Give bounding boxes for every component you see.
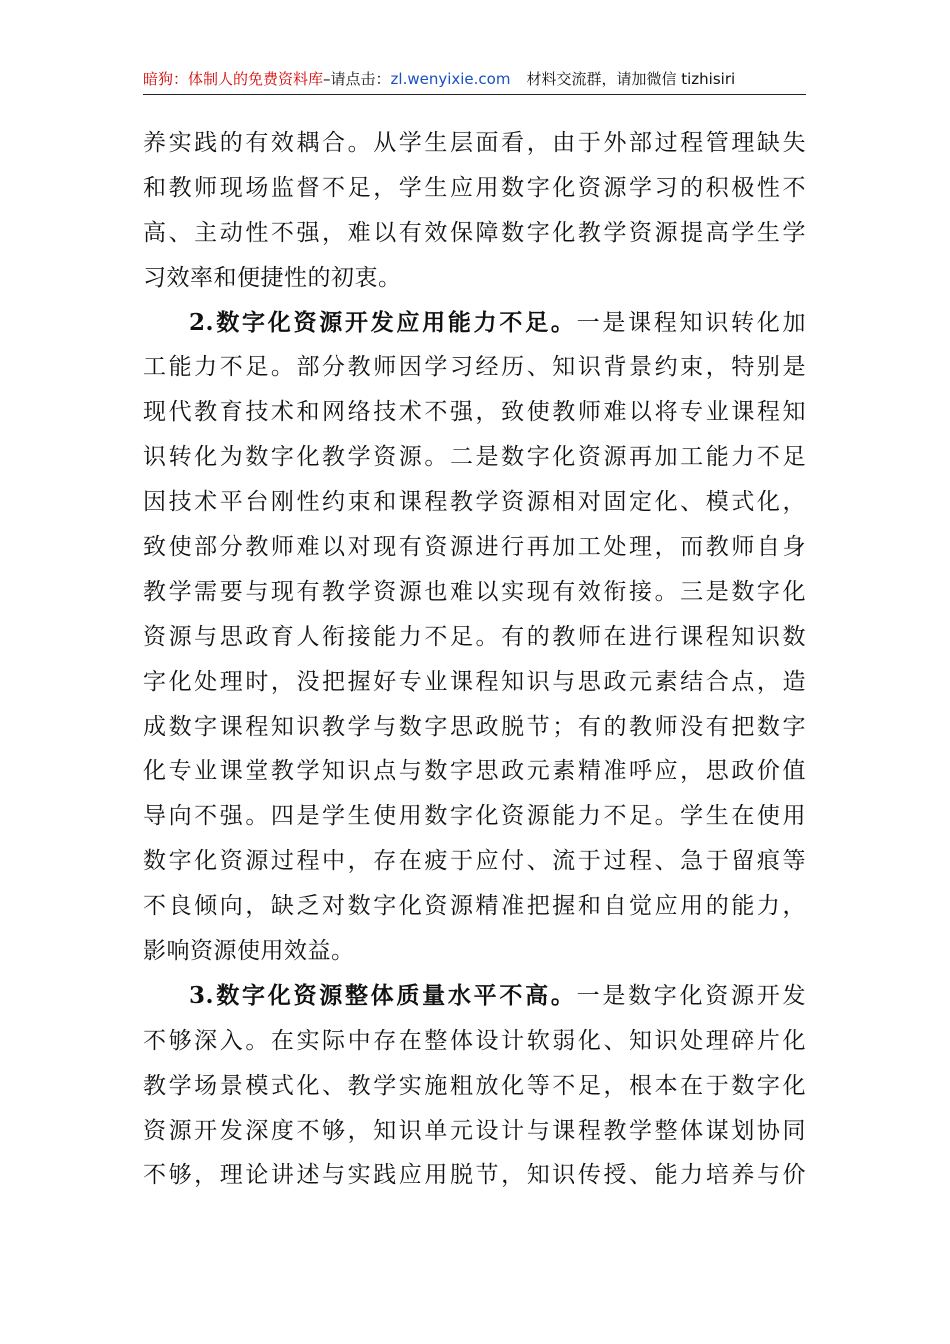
line-text: 识转化为数字化教学资源。二是数字化资源再加工能力不足 — [143, 444, 806, 471]
header-contact: 材料交流群，请加微信 tizhisiri — [526, 70, 736, 88]
text-line — [143, 794, 806, 839]
text-line — [143, 256, 806, 301]
line-text: 致使部分教师难以对现有资源进行再加工处理，而教师自身 — [143, 534, 806, 561]
header-brand-link[interactable]: 暗狗：体制人的免费资料库 — [143, 70, 324, 88]
text-line — [143, 480, 806, 525]
header-site-link[interactable]: zl.wenyixie.com — [390, 70, 511, 88]
document-body — [143, 121, 806, 1198]
line-text: 化专业课堂教学知识点与数字思政元素精准呼应，思政价值 — [143, 758, 806, 785]
line-text: 现代教育技术和网络技术不强，致使教师难以将专业课程知 — [143, 399, 806, 426]
line-text: 和教师现场监督不足，学生应用数字化资源学习的积极性不 — [143, 174, 806, 201]
line-text: 工能力不足。部分教师因学习经历、知识背景约束，特别是 — [143, 354, 806, 381]
line-text: 养实践的有效耦合。从学生层面看，由于外部过程管理缺失 — [143, 130, 806, 156]
text-line — [143, 345, 806, 390]
text-line — [143, 166, 806, 211]
text-line — [143, 884, 806, 929]
text-line — [143, 435, 806, 480]
text-line — [143, 1153, 806, 1198]
text-line — [143, 929, 806, 974]
text-line — [143, 121, 806, 166]
line-text: 因技术平台刚性约束和课程教学资源相对固定化、模式化， — [143, 489, 806, 516]
line-text: 成数字课程知识教学与数字思政脱节；有的教师没有把数字 — [143, 713, 806, 740]
line-text: 不良倾向，缺乏对数字化资源精准把握和自觉应用的能力， — [143, 893, 806, 920]
line-text: 导向不强。四是学生使用数字化资源能力不足。学生在使用 — [143, 803, 806, 830]
line-text: 习效率和便捷性的初衷。 — [143, 264, 402, 291]
page-header — [143, 68, 806, 95]
line-text: 数字化资源过程中，存在疲于应付、流于过程、急于留痕等 — [143, 848, 806, 875]
section-heading: 3.数字化资源整体质量水平不高。 — [189, 981, 577, 1009]
line-text: 高、主动性不强，难以有效保障数字化教学资源提高学生学 — [143, 219, 806, 246]
text-line — [143, 570, 806, 615]
line-text: 不够，理论讲述与实践应用脱节，知识传授、能力培养与价 — [143, 1162, 806, 1189]
text-line — [143, 1064, 806, 1109]
section-heading: 2.数字化资源开发应用能力不足。 — [189, 308, 577, 336]
line-text: 不够深入。在实际中存在整体设计软弱化、知识处理碎片化 — [143, 1027, 806, 1054]
text-line — [143, 525, 806, 570]
text-line — [143, 390, 806, 435]
line-text: 教学需要与现有教学资源也难以实现有效衔接。三是数字化 — [143, 578, 806, 605]
text-line — [143, 749, 806, 794]
text-line — [143, 615, 806, 660]
header-prompt: –请点击： — [323, 70, 391, 88]
line-text: 影响资源使用效益。 — [143, 938, 355, 965]
text-line — [143, 974, 806, 1019]
line-text: 资源开发深度不够，知识单元设计与课程教学整体谋划协同 — [143, 1117, 806, 1144]
line-text: 资源与思政育人衔接能力不足。有的教师在进行课程知识数 — [143, 623, 806, 650]
text-line — [143, 660, 806, 705]
text-line — [143, 211, 806, 256]
line-text: 教学场景模式化、教学实施粗放化等不足，根本在于数字化 — [143, 1072, 806, 1099]
text-line — [143, 839, 806, 884]
line-text: 一是课程知识转化加 — [576, 309, 806, 336]
text-line — [143, 1109, 806, 1154]
text-line — [143, 1019, 806, 1064]
text-line — [143, 705, 806, 750]
line-text: 字化处理时，没把握好专业课程知识与思政元素结合点，造 — [143, 668, 806, 695]
text-line — [143, 301, 806, 346]
line-text: 一是数字化资源开发 — [576, 982, 806, 1009]
